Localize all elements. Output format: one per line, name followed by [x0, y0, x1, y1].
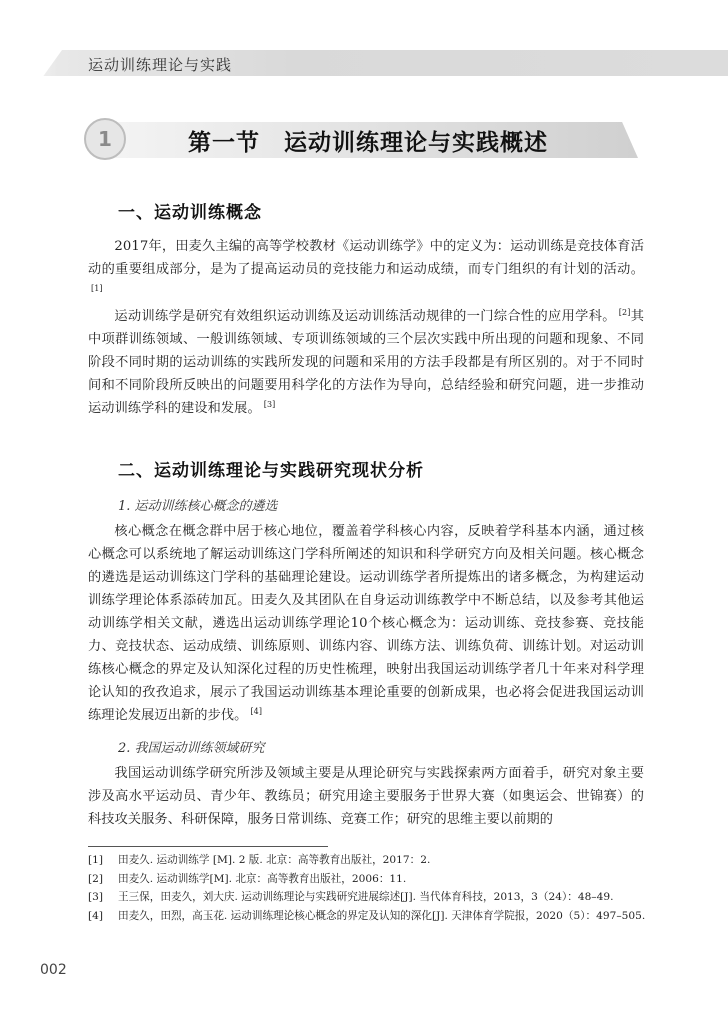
paragraph-text: 核心概念在概念群中居于核心地位，覆盖着学科核心内容，反映着学科基本内涵，通过核心概念可以系统地了解运动训练这门学科所阐述的知识和科学研究方向及相关问题。核心概念的遴选是运动训练这门学科的基础理论建设。运动训练学者所提炼出的诸多概念，为构建运动训练学理论体系添砖加瓦。田麦久及其团队在自身运动训练教学中不断总结，以及参考其他运动训练学相关文献，遴选出运动训练学理论10个核心概念为：运动训练、竞技参赛、竞技能力、竞技状态、运动成绩、训练原则、训练内容、训练方法、训练负荷、训练计划。对运动训练核心概念的界定及认知深化过程的历史性梳理，映射出我国运动训练学者几十年来对科学理论认知的孜孜追求，展示了我国运动训练基本理论重要的创新成果，也必将会促进我国运动训练理论发展迈出新的步伐。: [88, 524, 644, 723]
section-banner: [80, 118, 640, 160]
footnotes: [88, 851, 648, 925]
citation-ref: [1]: [91, 283, 103, 293]
footnote-number: [3]: [88, 891, 104, 903]
footnote-item: [88, 870, 648, 889]
paragraph-text: 2017年，田麦久主编的高等学校教材《运动训练学》中的定义为：运动训练是竞技体育活动的重要组成部分，是为了提高运动员的竞技能力和运动成绩，而专门组织的有计划的活动。: [88, 239, 644, 277]
footnote-text: 田麦久. 运动训练学[M]. 北京：高等教育出版社，2006：11.: [118, 872, 407, 885]
footnote-number: [2]: [88, 872, 104, 885]
page-number: 002: [40, 962, 67, 978]
section-number-badge: [84, 118, 126, 160]
footnote-text: 王三保，田麦久，刘大庆. 运动训练理论与实践研究进展综述[J]. 当代体育科技，2013，3（24）：48–49.: [118, 891, 614, 903]
citation-ref: [4]: [250, 706, 263, 716]
footnote-text: 田麦久. 运动训练学 [M]. 2 版. 北京：高等教育出版社，2017：2.: [118, 854, 431, 866]
footnote-item: [88, 851, 648, 870]
footnote-number: [1]: [88, 854, 104, 866]
subheading-core-concepts: 1. 运动训练核心概念的遴选: [118, 499, 278, 514]
paragraph-definition: [88, 235, 644, 304]
paragraph-text-continued: 其中项群训练领域、一般训练领域、专项训练领域的三个层次实践中所出现的问题和现象、不同阶段不同时期的运动训练的实践所发现的问题和采用的方法手段都是有所区别的。对于不同时间和不同阶段所反映出的问题要用科学化的方法作为导向，总结经验和研究问题，进一步推动运动训练学科的建设和发展。: [88, 309, 644, 416]
footnote-item: [88, 888, 648, 907]
paragraph-text: 运动训练学是研究有效组织运动训练及运动训练活动规律的一门综合性的应用学科。: [114, 309, 616, 324]
footnote-number: [4]: [88, 909, 104, 922]
footnote-divider: [88, 846, 328, 847]
paragraph-core-concepts: [88, 520, 644, 727]
subheading-research-fields: 2. 我国运动训练领域研究: [118, 741, 265, 756]
paragraph-discipline: [88, 305, 644, 420]
citation-ref: [3]: [263, 399, 276, 409]
footnote-item: [88, 907, 648, 926]
paragraph-text: 我国运动训练学研究所涉及领域主要是从理论研究与实践探索两方面着手，研究对象主要涉及高水平运动员、青少年、教练员；研究用途主要服务于世界大赛（如奥运会、世锦赛）的科技攻关服务、科研保障，服务日常训练、竞赛工作；研究的思维主要以前期的: [88, 766, 644, 827]
heading-concept: 一、运动训练概念: [118, 203, 262, 223]
paragraph-research-fields: [88, 762, 644, 831]
citation-ref: [2]: [618, 307, 631, 317]
footnote-text: 田麦久，田烈，高玉花. 运动训练理论核心概念的界定及认知的深化[J]. 天津体育学院报，2020（5）：497–505.: [118, 909, 646, 922]
section-number: 1: [98, 127, 112, 151]
section-title: 第一节 运动训练理论与实践概述: [188, 130, 548, 156]
running-header-title: 运动训练理论与实践: [88, 56, 233, 74]
heading-research-status: 二、运动训练理论与实践研究现状分析: [118, 461, 424, 481]
